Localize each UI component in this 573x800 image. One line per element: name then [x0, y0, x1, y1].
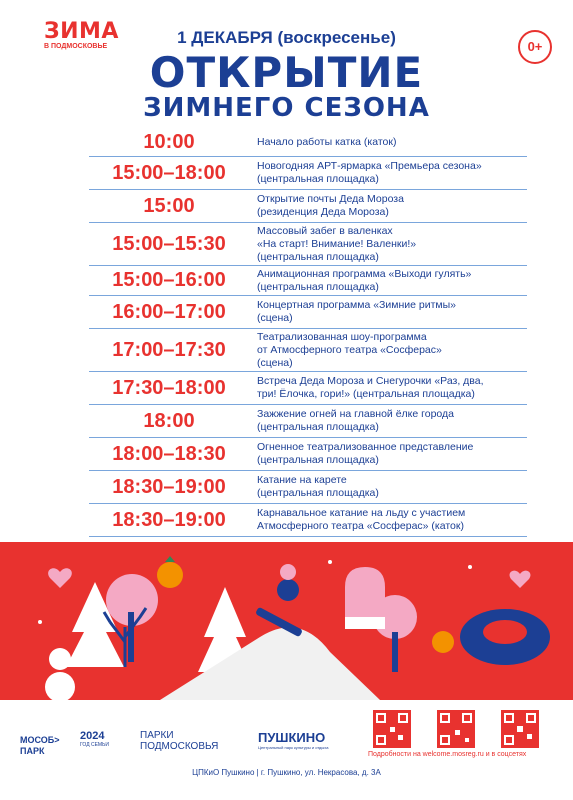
event-time: 16:00–17:00	[112, 300, 226, 323]
event-time: 10:00	[143, 131, 195, 153]
heart-icon	[510, 571, 531, 588]
schedule-row	[89, 405, 527, 438]
event-description-line: (сцена)	[257, 356, 293, 369]
logo-sub: В ПОДМОСКОВЬЕ	[44, 43, 108, 50]
schedule-row	[89, 190, 527, 223]
page-title-line2: ЗИМНЕГО СЕЗОНА	[143, 93, 430, 123]
schedule-row	[89, 504, 527, 537]
event-description-line: Новогодняя АРТ-ярмарка «Премьера сезона»	[257, 160, 482, 172]
event-description-line: (сцена)	[257, 312, 293, 324]
qr-code-icon[interactable]	[501, 710, 539, 748]
schedule-table	[89, 129, 527, 537]
event-time: 18:30–19:00	[112, 508, 226, 531]
year-of-family-logo	[80, 730, 109, 748]
year-label: 2024	[80, 730, 105, 742]
event-time: 15:00	[143, 194, 195, 217]
event-description-line: (центральная площадка)	[257, 421, 379, 433]
mitten-icon	[345, 567, 385, 617]
event-description-line: Карнавальное катание на льду с участием	[257, 507, 466, 519]
ornament-icon	[432, 631, 454, 653]
event-description	[249, 223, 527, 265]
event-time: 15:00–18:00	[112, 161, 226, 184]
schedule-row	[89, 129, 527, 157]
schedule-row	[89, 329, 527, 372]
event-description	[249, 471, 527, 503]
sled-child-icon	[277, 579, 299, 601]
event-description-line: (центральная площадка)	[257, 280, 379, 293]
schedule-row	[89, 266, 527, 296]
event-description-line: Катание на карете	[257, 474, 347, 486]
schedule-row	[89, 157, 527, 190]
event-description-line: (центральная площадка)	[257, 173, 379, 185]
mosobl-park-logo	[20, 735, 60, 757]
winter-illustration-banner	[0, 542, 573, 700]
event-description-line: «На старт! Внимание! Валенки!»	[257, 237, 417, 250]
event-description-line: Театрализованная шоу-программа	[257, 330, 427, 343]
pushkino-logo	[258, 730, 328, 750]
venue-address: ЦПКиО Пушкино | г. Пушкино, ул. Некрасова, д. 3А	[192, 768, 381, 777]
event-description	[249, 438, 527, 470]
schedule-row	[89, 296, 527, 329]
event-description-line: Анимационная программа «Выходи гулять»	[257, 267, 472, 280]
qr-code-icon[interactable]	[437, 710, 475, 748]
footer	[0, 700, 573, 800]
age-rating-badge: 0+	[518, 30, 552, 64]
event-description-line: три! Ёлочка, гори!» (центральная площадка)	[257, 388, 475, 400]
event-date: 1 ДЕКАБРЯ (воскресенье)	[177, 28, 396, 47]
event-description	[249, 329, 527, 371]
schedule-row	[89, 471, 527, 504]
event-description-line: Начало работы катка (каток)	[257, 136, 397, 148]
event-time: 17:30–18:00	[112, 376, 226, 399]
event-description-line: Атмосферного театра «Сосферас» (каток)	[257, 520, 464, 532]
event-description	[249, 129, 527, 156]
pushkino-sub: Центральный парк культуры и отдыха	[258, 745, 329, 750]
schedule-row	[89, 223, 527, 266]
event-description-line: Встреча Деда Мороза и Снегурочки «Раз, два,	[257, 375, 484, 387]
event-description	[249, 405, 527, 437]
event-description-line: Огненное театрализованное представление	[257, 441, 474, 453]
event-description	[249, 372, 527, 404]
pushkino-label: ПУШКИНО	[258, 730, 326, 745]
logo-word: ЗИМА	[44, 19, 119, 44]
event-time: 15:00–16:00	[112, 269, 226, 291]
event-description-line: (резиденция Деда Мороза)	[257, 206, 389, 218]
event-description	[249, 296, 527, 328]
parks-logo	[140, 730, 218, 752]
event-description	[249, 190, 527, 222]
event-description	[249, 504, 527, 536]
event-time: 18:00–18:30	[112, 442, 226, 465]
mosobl-line1: МОСОБ>	[20, 735, 60, 745]
event-description-line: Концертная программа «Зимние ритмы»	[257, 299, 457, 311]
parks-line1: ПАРКИ	[140, 730, 174, 741]
qr-code-icon[interactable]	[373, 710, 411, 748]
tangerine-icon	[157, 562, 183, 588]
snowman-icon	[45, 672, 75, 700]
year-sub: ГОД СЕМЬИ	[80, 742, 109, 748]
page-title-line1: ОТКРЫТИЕ	[149, 48, 424, 97]
event-description-line: Открытие почты Деда Мороза	[257, 193, 404, 205]
schedule-row	[89, 372, 527, 405]
event-time: 15:00–15:30	[112, 232, 226, 255]
schedule-row	[89, 438, 527, 471]
event-description-line: (центральная площадка)	[257, 250, 379, 263]
event-description-line: (центральная площадка)	[257, 454, 379, 466]
event-description	[249, 157, 527, 189]
event-description-line: Массовый забег в валенках	[257, 224, 393, 237]
event-description-line: от Атмосферного театра «Сосферас»	[257, 343, 442, 356]
details-link[interactable]: Подробности на welcome.mosreg.ru и в соцсетях	[368, 751, 527, 758]
event-description-line: Зажжение огней на главной ёлке города	[257, 408, 454, 420]
event-description-line: (центральная площадка)	[257, 487, 379, 499]
mosobl-line2: ПАРК	[20, 746, 45, 756]
winter-scene-illustration	[0, 542, 573, 700]
parks-line2: ПОДМОСКОВЬЯ	[140, 741, 219, 752]
event-time: 18:30–19:00	[112, 475, 226, 498]
event-time: 18:00	[143, 409, 195, 432]
snow-hill-icon	[160, 627, 380, 700]
event-description	[249, 266, 527, 295]
heart-icon	[48, 568, 72, 588]
event-time: 17:00–17:30	[112, 338, 226, 361]
